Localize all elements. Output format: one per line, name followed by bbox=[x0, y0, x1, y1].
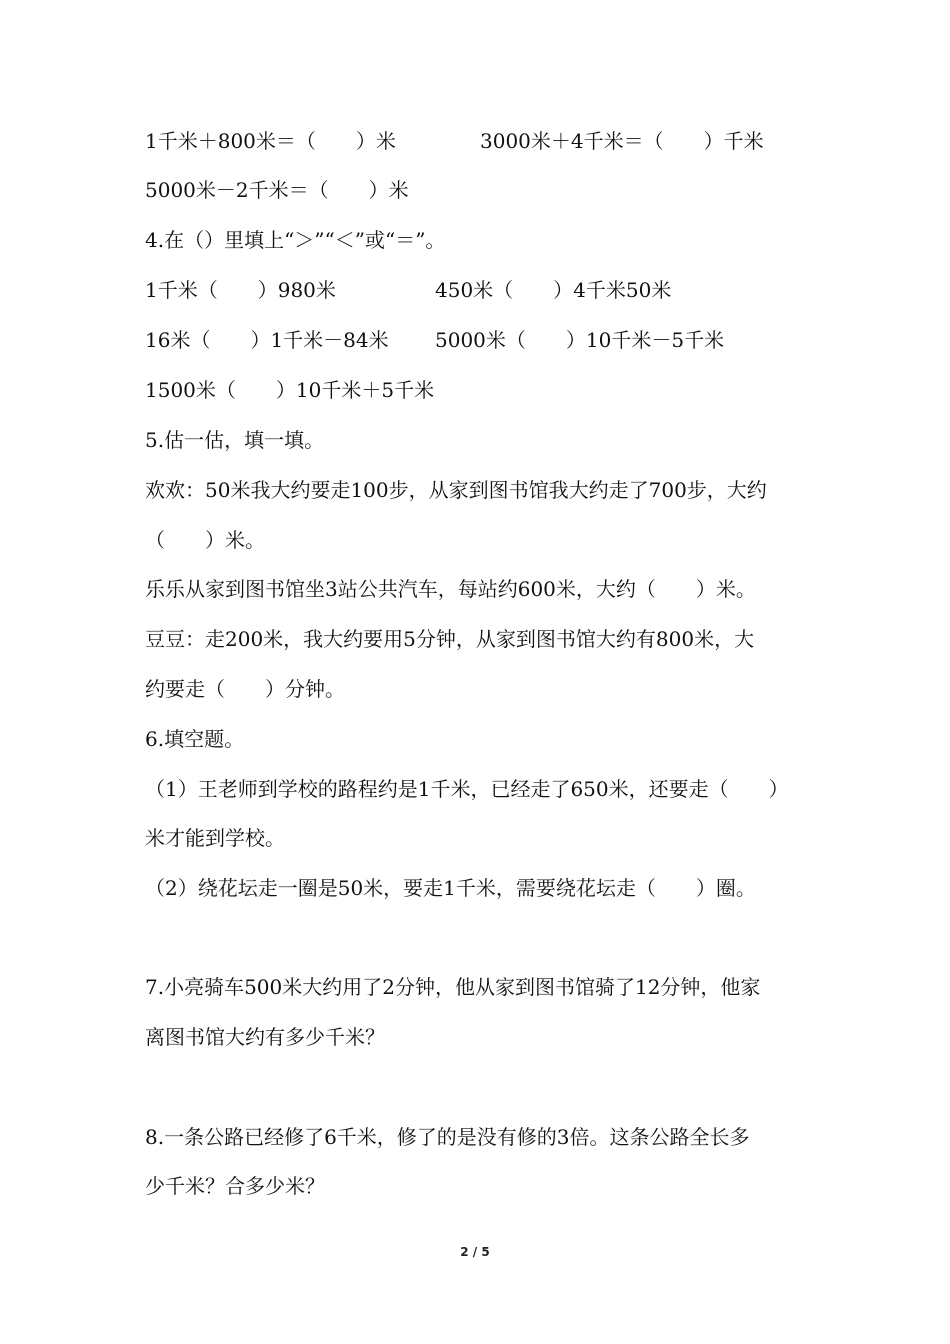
s6-q1-line1: （1）王老师到学校的路程约是1千米，已经走了650米，还要走（ ） bbox=[145, 777, 789, 801]
s6-q2: （2）绕花坛走一圈是50米，要走1千米，需要绕花坛走（ ）圈。 bbox=[145, 876, 756, 900]
s5-huanhuan-line2: （ ）米。 bbox=[145, 528, 265, 552]
s7-line1: 7.小亮骑车500米大约用了2分钟，他从家到图书馆骑了12分钟，他家 bbox=[145, 975, 761, 999]
s4-row1-right: 450米（ ）4千米50米 bbox=[435, 278, 672, 302]
page-number: 2 / 5 bbox=[460, 1245, 490, 1259]
s8-line2: 少千米？合多少米？ bbox=[145, 1174, 325, 1198]
s4-row2-left: 16米（ ）1千米－84米 bbox=[145, 328, 389, 352]
s4-row1-left: 1千米（ ）980米 bbox=[145, 278, 336, 302]
s4-row3: 1500米（ ）10千米＋5千米 bbox=[145, 378, 435, 402]
s4-row2-right: 5000米（ ）10千米－5千米 bbox=[435, 328, 725, 352]
s5-doudou-line2: 约要走（ ）分钟。 bbox=[145, 677, 345, 701]
s6-title: 6.填空题。 bbox=[145, 727, 245, 751]
s7-line2: 离图书馆大约有多少千米？ bbox=[145, 1025, 385, 1049]
s5-huanhuan-line1: 欢欢：50米我大约要走100步，从家到图书馆我大约走了700步，大约 bbox=[145, 478, 767, 502]
s5-title: 5.估一估，填一填。 bbox=[145, 428, 325, 452]
s3-row2: 5000米－2千米＝（ ）米 bbox=[145, 178, 409, 202]
s4-title: 4.在（）里填上“＞”“＜”或“＝”。 bbox=[145, 228, 446, 252]
s8-line1: 8.一条公路已经修了6千米，修了的是没有修的3倍。这条公路全长多 bbox=[145, 1125, 750, 1149]
s6-q1-line2: 米才能到学校。 bbox=[145, 826, 285, 850]
s5-doudou-line1: 豆豆：走200米，我大约要用5分钟，从家到图书馆大约有800米，大 bbox=[145, 627, 755, 651]
s3-row1-left: 1千米＋800米＝（ ）米 bbox=[145, 129, 396, 153]
s5-lele: 乐乐从家到图书馆坐3站公共汽车，每站约600米，大约（ ）米。 bbox=[145, 577, 756, 601]
s3-row1-right: 3000米＋4千米＝（ ）千米 bbox=[480, 129, 764, 153]
